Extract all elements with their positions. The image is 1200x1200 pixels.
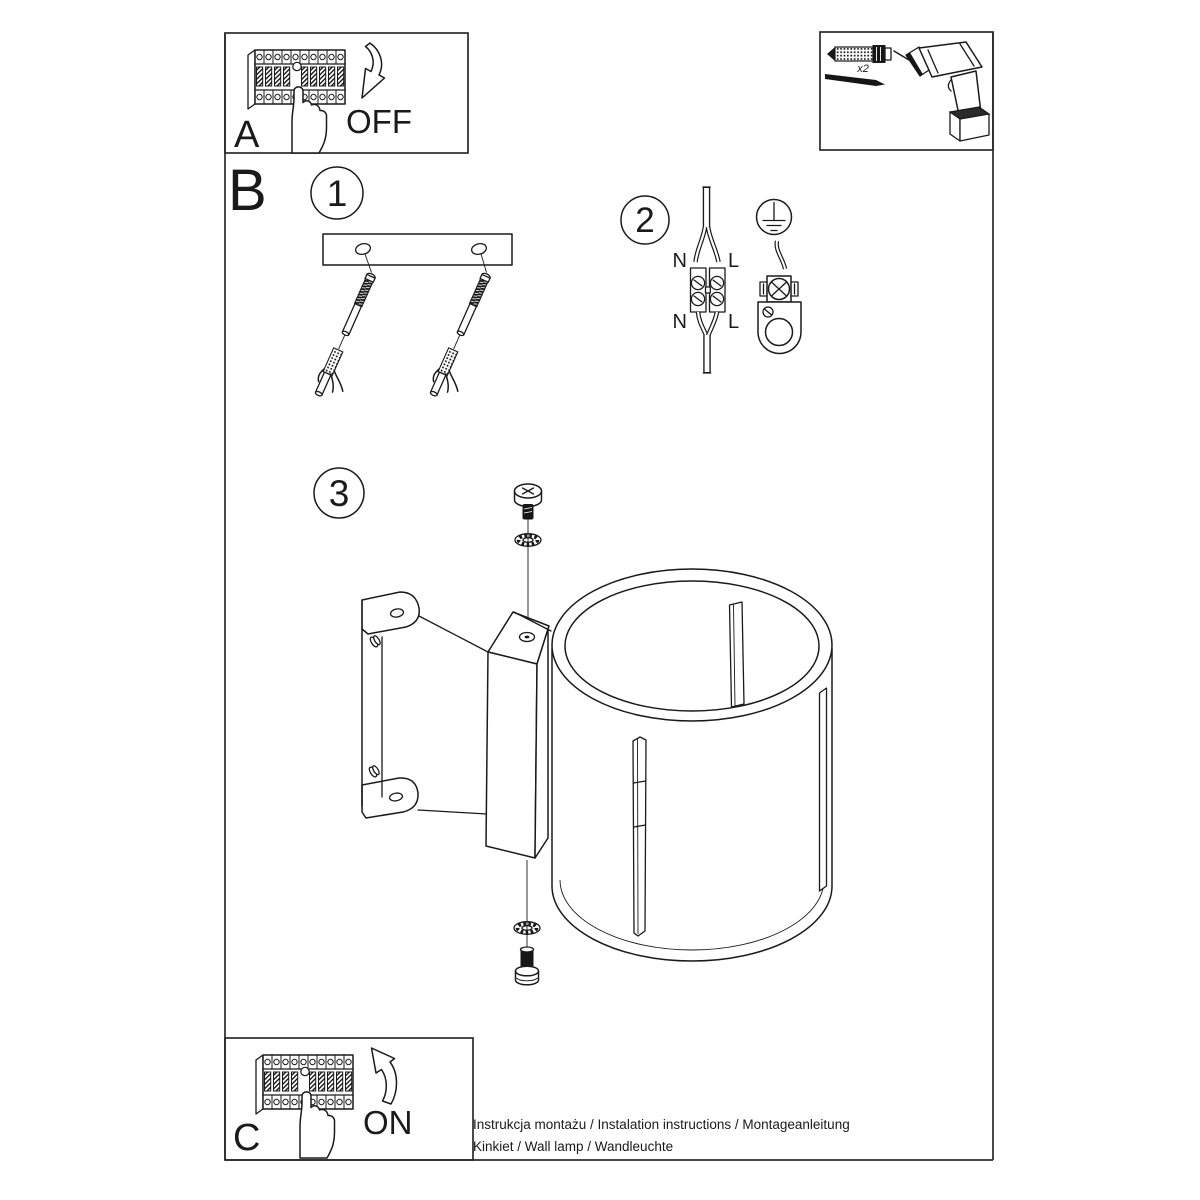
terminal-block [691, 268, 726, 312]
drill-icon [894, 42, 989, 141]
step-2-number: 2 [635, 201, 655, 240]
step-1 [311, 167, 512, 404]
step-2 [621, 187, 801, 373]
mounting-bracket [362, 592, 488, 818]
breaker-icon [248, 50, 345, 153]
label-n-bottom: N [672, 311, 687, 333]
shade-right-slot [820, 688, 827, 891]
step-3 [314, 468, 832, 985]
panel-c [225, 1038, 473, 1160]
shade-front-slot [633, 737, 646, 936]
arrow-up-icon [372, 1048, 397, 1104]
label-n-top: N [672, 250, 687, 272]
footer-line-1: Instrukcja montażu / Instalation instructions / Montageanleitung [473, 1117, 850, 1132]
screw-icon [825, 74, 885, 86]
step-3-number: 3 [328, 473, 350, 514]
panel-a [225, 33, 468, 156]
anchor-count: x2 [857, 63, 869, 75]
lamp-shade [552, 569, 832, 961]
shade-back-slot [730, 602, 745, 707]
lamp-cable [698, 312, 717, 373]
label-l-bottom: L [728, 311, 740, 333]
screw-anchor-right [426, 271, 506, 404]
toolbox [820, 32, 993, 150]
panel-a-label: A [234, 114, 260, 156]
step-1-number: 1 [326, 173, 348, 214]
section-label: B [228, 158, 267, 223]
label-l-top: L [728, 250, 740, 272]
breaker-icon [256, 1055, 353, 1158]
supply-cable [696, 187, 719, 262]
mounting-plate [323, 234, 512, 265]
top-screw [515, 484, 542, 520]
ground-symbol [757, 200, 792, 235]
bottom-screw [516, 947, 539, 985]
lamp-arm [486, 612, 551, 858]
panel-c-label: C [233, 1117, 261, 1159]
footer-line-2: Kinkiet / Wall lamp / Wandleuchte [473, 1139, 674, 1154]
wall-anchor-icon [827, 46, 891, 63]
screw-anchor-left [311, 271, 391, 404]
footer [473, 1117, 850, 1154]
ground-clamp [758, 276, 801, 354]
panel-a-state: OFF [346, 103, 412, 140]
arrow-down-icon [362, 43, 385, 98]
panel-c-state: ON [363, 1104, 413, 1141]
ground-wire [777, 241, 785, 269]
